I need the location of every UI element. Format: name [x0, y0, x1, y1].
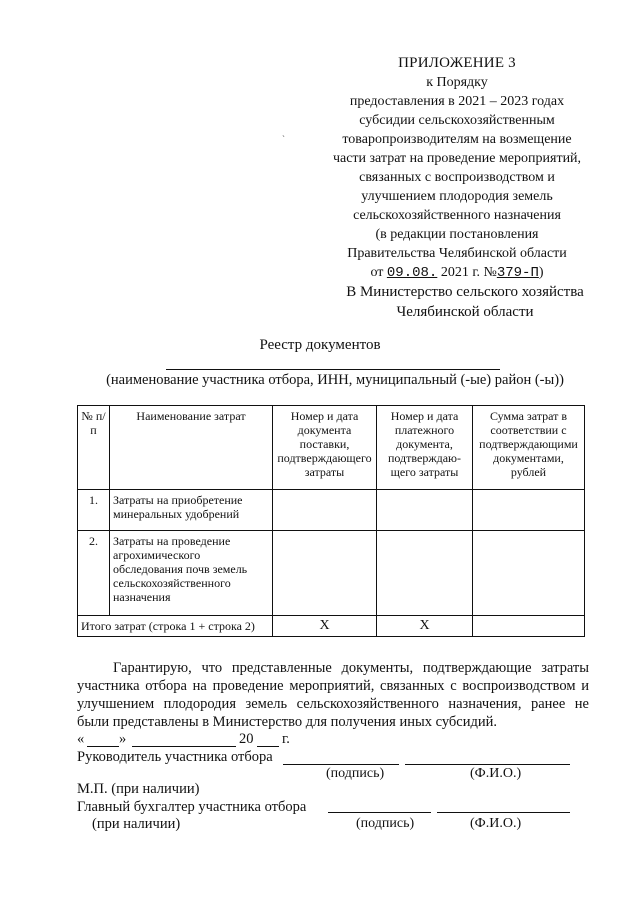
- date-line: [77, 731, 84, 748]
- total-label: Итого затрат (строка 1 + строка 2): [78, 616, 273, 637]
- resolution-number: 379-П: [496, 265, 539, 281]
- accountant-sub-label: (при наличии): [92, 816, 181, 832]
- appendix-line: субсидии сельскохозяйственным: [359, 113, 555, 128]
- year-fill-line: [257, 746, 279, 747]
- closing-paren: ): [538, 265, 544, 280]
- year-number-text: 2021 г. №: [440, 265, 497, 280]
- row-sum-cell: [473, 490, 585, 531]
- row-payment-doc-cell: [377, 490, 473, 531]
- month-fill-line: [132, 746, 236, 747]
- accountant-signature-caption: (подпись): [356, 816, 415, 831]
- registry-table: [77, 405, 585, 637]
- head-signature-line: [283, 764, 399, 765]
- participant-hint: (наименование участника отбора, ИНН, муниципальный (-ые) район (-ы)): [106, 372, 564, 388]
- head-name-line: [405, 764, 570, 765]
- guarantee-paragraph: [77, 659, 589, 731]
- header-num: № п/п: [78, 406, 110, 490]
- appendix-line: предоставления в 2021 – 2023 годах: [349, 94, 565, 109]
- accountant-name-caption: (Ф.И.О.): [470, 816, 522, 831]
- addressee: [320, 282, 610, 322]
- resolution-date-line: [312, 263, 602, 283]
- appendix-line: к Порядку: [426, 75, 488, 90]
- stamp-label: М.П. (при наличии): [77, 781, 200, 797]
- date-prefix: от: [370, 265, 384, 280]
- head-signature-caption: (подпись): [326, 766, 385, 781]
- row-cost-name: Затраты на проведение агрохимического обследования почв земель сельскохозяйственного назначения: [110, 531, 273, 616]
- head-label: Руководитель участника отбора: [77, 749, 273, 765]
- total-x-delivery: Х: [273, 616, 377, 637]
- row-delivery-doc-cell: [273, 490, 377, 531]
- resolution-date: 09.08.: [386, 265, 438, 281]
- appendix-line: улучшением плодородия земель: [361, 189, 553, 204]
- open-quote: «: [77, 731, 85, 747]
- appendix-line: связанных с воспроизводством и: [359, 170, 555, 185]
- row-cost-name: Затраты на приобретение минеральных удобрений: [110, 490, 273, 531]
- scan-mark: ˴: [282, 130, 285, 140]
- header-cost-name: Наименование затрат: [110, 406, 273, 490]
- table-header-row: [78, 406, 585, 490]
- row-payment-doc-cell: [377, 531, 473, 616]
- appendix-line: сельскохозяйственного назначения: [353, 208, 561, 223]
- row-sum-cell: [473, 531, 585, 616]
- table-total-row: [78, 616, 585, 637]
- total-sum-cell: [473, 616, 585, 637]
- year-prefix: 20: [239, 731, 254, 747]
- accountant-signature-line: [328, 812, 431, 813]
- row-delivery-doc-cell: [273, 531, 377, 616]
- appendix-title: ПРИЛОЖЕНИЕ 3: [398, 55, 516, 71]
- header-sum: Сумма затрат в соответствии с подтверждающими документами, рублей: [473, 406, 585, 490]
- row-num: 2.: [78, 531, 110, 616]
- participant-fill-line: [166, 369, 500, 370]
- accountant-label: Главный бухгалтер участника отбора: [77, 799, 307, 815]
- addressee-line-1: В Министерство сельского хозяйства: [346, 284, 584, 300]
- guarantee-text: Гарантирую, что представленные документы, подтверждающие затраты участника отбора на проведение мероприятий, связанных с воспроизводством и улучшением плодородия земель сельскохозяйственного назначения, ранее не были представлены в Министерство для получения иных субсидий.: [77, 660, 589, 730]
- accountant-name-line: [437, 812, 570, 813]
- appendix-line: Правительства Челябинской области: [347, 246, 567, 261]
- row-num: 1.: [78, 490, 110, 531]
- total-x-payment: Х: [377, 616, 473, 637]
- year-suffix: г.: [282, 731, 290, 747]
- document-title: Реестр документов: [259, 337, 381, 353]
- appendix-line: (в редакции постановления: [375, 227, 539, 242]
- close-quote: »: [119, 731, 127, 747]
- table-row: [78, 490, 585, 531]
- day-fill-line: [87, 746, 119, 747]
- appendix-header: [312, 54, 602, 283]
- addressee-line-2: Челябинской области: [396, 304, 534, 320]
- header-payment-doc: Номер и дата платежного документа, подтверждаю-щего затраты: [377, 406, 473, 490]
- appendix-line: товаропроизводителям на возмещение: [342, 132, 572, 147]
- header-delivery-doc: Номер и дата документа поставки, подтверждающего затраты: [273, 406, 377, 490]
- appendix-line: части затрат на проведение мероприятий,: [332, 151, 582, 166]
- table-row: [78, 531, 585, 616]
- head-name-caption: (Ф.И.О.): [470, 766, 522, 781]
